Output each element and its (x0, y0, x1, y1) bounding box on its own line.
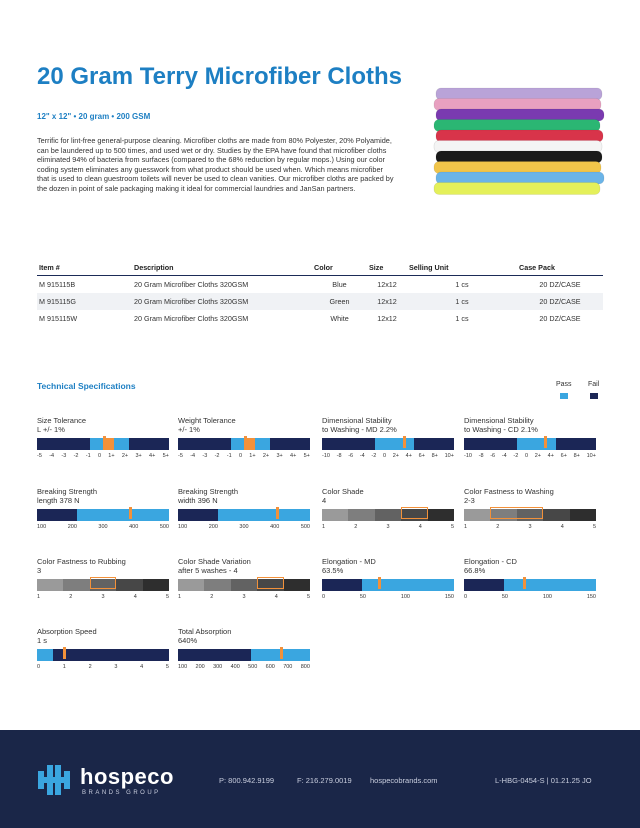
spec-gauge (322, 416, 454, 459)
tick-label: 100 (178, 524, 188, 530)
tick-label: -4 (501, 453, 507, 459)
spec-ticks (178, 453, 310, 459)
spec-value: 1 s (37, 636, 48, 645)
cell-description: 20 Gram Microfiber Cloths 320GSM (134, 280, 249, 289)
tick-label: 2+ (534, 453, 541, 459)
tick-label: -5 (37, 453, 42, 459)
tick-label: 4 (133, 594, 137, 600)
spec-gauge (37, 487, 169, 530)
tick-label: 300 (98, 524, 108, 530)
cell-description: 20 Gram Microfiber Cloths 320GSM (132, 293, 312, 310)
brand-name: hospeco (80, 764, 174, 789)
spec-bar (37, 438, 169, 450)
value-marker (244, 436, 247, 448)
tick-label: 3+ (135, 453, 142, 459)
legend-fail (588, 381, 599, 399)
tick-label: 200 (195, 664, 205, 670)
page-title: 20 Gram Terry Microfiber Cloths (37, 63, 402, 90)
brand-subtitle: BRANDS GROUP (82, 790, 161, 796)
tick-label: 3 (101, 594, 105, 600)
col-color: Color (312, 261, 367, 276)
spec-label (37, 627, 169, 647)
footer-doc-code: L-HBG-0454-S | 01.21.25 JO (495, 776, 592, 785)
spec-label (178, 416, 310, 436)
tick-label: 0 (238, 453, 242, 459)
product-table (37, 261, 603, 327)
value-marker (129, 507, 132, 519)
col-case-pack: Case Pack (517, 261, 603, 276)
spec-gauge (464, 487, 596, 530)
spec-bar (178, 509, 310, 521)
tick-label: 3 (528, 524, 532, 530)
tick-label: 8+ (431, 453, 438, 459)
tick-label: 400 (270, 524, 280, 530)
tick-label: 10+ (444, 453, 454, 459)
bar-segment (504, 579, 596, 591)
bar-segment (517, 438, 557, 450)
cell-item: M 915115G (37, 293, 132, 310)
cell-case-pack: 20 DZ/CASE (539, 314, 581, 323)
cell-size: 12x12 (377, 314, 397, 323)
tick-label: 1 (464, 524, 468, 530)
spec-value: 2-3 (464, 496, 475, 505)
legend-pass-swatch (560, 393, 568, 399)
bar-segment (464, 579, 504, 591)
tick-label: 5 (165, 664, 169, 670)
tick-label: 150 (444, 594, 454, 600)
tick-label: 8+ (573, 453, 580, 459)
table-row (37, 276, 603, 294)
bar-segment (231, 438, 244, 450)
page-subtitle: 12" x 12" • 20 gram • 200 GSM (37, 112, 151, 121)
tick-label: 4+ (405, 453, 412, 459)
tick-label: 4 (140, 664, 144, 670)
bar-segment (178, 579, 204, 591)
spec-value: length 378 N (37, 496, 80, 505)
tick-label: 100 (542, 594, 552, 600)
col-item: Item # (37, 261, 132, 276)
tick-label: -10 (322, 453, 330, 459)
spec-ticks (37, 594, 169, 600)
spec-value: +/- 1% (178, 425, 200, 434)
cloth-layer (436, 109, 604, 121)
spec-gauge (178, 487, 310, 530)
spec-ticks (322, 453, 454, 459)
spec-name: Total Absorption (178, 627, 232, 636)
spec-gauge (178, 557, 310, 600)
tick-label: 5 (592, 524, 596, 530)
tick-label: 800 (300, 664, 310, 670)
tick-label: 4 (274, 594, 278, 600)
spec-label (464, 416, 596, 436)
spec-value: to Washing - CD 2.1% (464, 425, 538, 434)
legend-fail-swatch (590, 393, 598, 399)
spec-name: Dimensional Stability (322, 416, 392, 425)
spec-bar (464, 579, 596, 591)
tick-label: 0 (37, 664, 41, 670)
tick-label: -2 (371, 453, 377, 459)
tick-label: -4 (190, 453, 196, 459)
stacked-cloths-photo (430, 80, 610, 200)
bar-segment (178, 438, 231, 450)
hospeco-logo-icon (38, 765, 70, 795)
bar-segment (63, 579, 89, 591)
bar-segment (53, 649, 169, 661)
tick-label: -6 (490, 453, 496, 459)
tick-label: 200 (67, 524, 77, 530)
spec-value: 66.8% (464, 566, 486, 575)
tick-label: 5 (306, 594, 310, 600)
spec-name: Dimensional Stability (464, 416, 534, 425)
cell-selling-unit: 1 cs (407, 293, 517, 310)
tick-label: 0 (464, 594, 468, 600)
spec-ticks (464, 524, 596, 530)
table-header-row (37, 261, 603, 276)
spec-label (464, 487, 596, 507)
grade-highlight (401, 507, 427, 519)
spec-value: 4 (322, 496, 327, 505)
value-marker (378, 577, 381, 589)
bar-segment (428, 509, 454, 521)
spec-ticks (464, 594, 596, 600)
spec-value: 640% (178, 636, 198, 645)
bar-segment (116, 579, 142, 591)
cell-case-pack: 20 DZ/CASE (517, 293, 603, 310)
tick-label: 6+ (418, 453, 425, 459)
spec-label (37, 416, 169, 436)
spec-value: 63.5% (322, 566, 344, 575)
tick-label: -5 (178, 453, 183, 459)
bar-segment (270, 438, 310, 450)
product-description: Terrific for lint-free general-purpose cleaning. Microfiber cloths are made from 80% Polyester, 20% Polyamide, can be laundered up to 500 times, and used wet or dry. Studies by the EPA have found that microfiber cloths eliminated 94% of bacteria from surfaces (compared to the 68% reduction by regular mops.) Using our color coding system eliminates any guesswork from what product should be used when. Which means microfiber that is used to clean guestroom toilets will never be used to clean vanities. Our microfiber cloths are packed by the dozen in point of sale packaging making it ideal for commercial laundries and JanSan partners. (37, 136, 394, 193)
bar-segment (37, 649, 53, 661)
spec-gauge (464, 557, 596, 600)
spec-gauge (37, 416, 169, 459)
table-row (37, 293, 603, 310)
value-marker (544, 436, 547, 448)
bar-segment (362, 579, 454, 591)
spec-ticks (322, 524, 454, 530)
spec-ticks (322, 594, 454, 600)
tick-label: 3 (114, 664, 118, 670)
legend-fail-label: Fail (588, 381, 600, 388)
bar-segment (464, 509, 490, 521)
bar-segment (231, 579, 257, 591)
bar-segment (218, 509, 310, 521)
spec-bar (464, 438, 596, 450)
spec-name: Breaking Strength (178, 487, 239, 496)
bar-segment (143, 579, 169, 591)
cell-item: M 915115W (39, 314, 78, 323)
bar-segment (543, 509, 569, 521)
bar-segment (284, 579, 310, 591)
tick-label: 400 (129, 524, 139, 530)
bar-segment (322, 509, 348, 521)
spec-value: 3 (37, 566, 42, 575)
spec-value: to Washing - MD 2.2% (322, 425, 397, 434)
tick-label: 100 (400, 594, 410, 600)
tick-label: -2 (513, 453, 519, 459)
value-marker (63, 647, 66, 659)
spec-label (178, 557, 310, 577)
tick-label: 300 (239, 524, 249, 530)
value-marker (403, 436, 406, 448)
bar-segment (375, 509, 401, 521)
cloth-layer (436, 88, 602, 100)
tick-label: 1 (322, 524, 326, 530)
tick-label: 4+ (290, 453, 297, 459)
spec-ticks (178, 664, 310, 670)
tick-label: -2 (73, 453, 79, 459)
spec-bar (322, 579, 454, 591)
spec-bar (37, 509, 169, 521)
spec-label (37, 557, 169, 577)
spec-name: Elongation - CD (464, 557, 517, 566)
spec-gauge (178, 416, 310, 459)
spec-gauge (37, 557, 169, 600)
bar-segment (114, 438, 130, 450)
spec-gauge (37, 627, 169, 670)
spec-name: Breaking Strength (37, 487, 98, 496)
tick-label: -2 (214, 453, 220, 459)
spec-ticks (464, 453, 596, 459)
cell-size: 12x12 (377, 280, 397, 289)
bar-segment (322, 579, 362, 591)
bar-segment (77, 509, 169, 521)
bar-segment (464, 438, 517, 450)
tick-label: 200 (208, 524, 218, 530)
tick-label: 0 (322, 594, 326, 600)
tick-label: -4 (359, 453, 365, 459)
tick-label: -3 (61, 453, 67, 459)
tick-label: -6 (348, 453, 354, 459)
tick-label: 2+ (392, 453, 399, 459)
spec-gauge (178, 627, 310, 670)
spec-gauge (322, 557, 454, 600)
tick-label: 4 (560, 524, 564, 530)
tick-label: 4 (418, 524, 422, 530)
spec-name: Absorption Speed (37, 627, 97, 636)
tick-label: 1 (178, 594, 182, 600)
spec-bar (464, 509, 596, 521)
footer-website[interactable]: hospecobrands.com (370, 776, 438, 785)
footer-fax: F: 216.279.0019 (297, 776, 352, 785)
tick-label: -8 (478, 453, 484, 459)
cell-selling-unit: 1 cs (455, 314, 469, 323)
tick-label: 3 (386, 524, 390, 530)
tech-specs-title: Technical Specifications (37, 381, 136, 391)
spec-label (37, 487, 169, 507)
cell-color: Green (312, 293, 367, 310)
bar-segment (37, 438, 90, 450)
tick-label: 600 (265, 664, 275, 670)
cell-color: White (330, 314, 349, 323)
tick-label: -10 (464, 453, 472, 459)
spec-bar (178, 649, 310, 661)
spec-label (178, 627, 310, 647)
tick-label: 500 (159, 524, 169, 530)
spec-name: Color Fastness to Washing (464, 487, 554, 496)
tick-label: -1 (226, 453, 232, 459)
spec-ticks (178, 524, 310, 530)
legend-pass-label: Pass (556, 381, 572, 388)
bar-segment (129, 438, 169, 450)
tick-label: 2 (69, 594, 73, 600)
value-marker (280, 647, 283, 659)
cloth-layer (434, 99, 601, 111)
tick-label: 1 (37, 594, 41, 600)
grade-highlight (490, 507, 543, 519)
bar-segment (178, 509, 218, 521)
spec-name: Elongation - MD (322, 557, 376, 566)
spec-value: L +/- 1% (37, 425, 65, 434)
tick-label: -8 (336, 453, 342, 459)
bar-segment (322, 438, 375, 450)
spec-bar (37, 579, 169, 591)
spec-bar (178, 438, 310, 450)
tick-label: 2 (496, 524, 500, 530)
tick-label: 2+ (262, 453, 270, 459)
tick-label: 5 (450, 524, 454, 530)
cell-description: 20 Gram Microfiber Cloths 320GSM (134, 314, 249, 323)
spec-ticks (37, 664, 169, 670)
bar-segment (570, 509, 596, 521)
cloth-layer (436, 130, 603, 142)
tick-label: 1+ (108, 453, 115, 459)
bar-segment (204, 579, 230, 591)
tick-label: 0 (382, 453, 387, 459)
spec-ticks (37, 453, 169, 459)
spec-gauge (322, 487, 454, 530)
tick-label: 500 (248, 664, 258, 670)
spec-value: width 396 N (178, 496, 218, 505)
tick-label: 2 (88, 664, 92, 670)
tick-label: 50 (359, 594, 366, 600)
tick-label: -1 (85, 453, 91, 459)
cell-color: Blue (332, 280, 347, 289)
tick-label: 5+ (303, 453, 310, 459)
spec-label (464, 557, 596, 577)
col-selling-unit: Selling Unit (407, 261, 517, 276)
tick-label: 500 (300, 524, 310, 530)
tick-label: 2 (210, 594, 214, 600)
tick-label: 700 (283, 664, 293, 670)
spec-bar (178, 579, 310, 591)
spec-bar (37, 649, 169, 661)
tick-label: 1+ (249, 453, 256, 459)
bar-segment (556, 438, 596, 450)
tick-label: 6+ (560, 453, 567, 459)
value-marker (276, 507, 279, 519)
bar-segment (255, 438, 271, 450)
legend-pass (556, 381, 572, 399)
tick-label: 3+ (276, 453, 283, 459)
cell-size: 12x12 (367, 293, 407, 310)
footer-phone: P: 800.942.9199 (219, 776, 275, 785)
tick-label: 400 (230, 664, 240, 670)
bar-segment (348, 509, 374, 521)
bar-segment (178, 649, 251, 661)
tick-label: 0 (97, 453, 101, 459)
spec-ticks (37, 524, 169, 530)
value-marker (523, 577, 526, 589)
tick-label: 100 (37, 524, 47, 530)
tick-label: 300 (213, 664, 223, 670)
grade-highlight (90, 577, 116, 589)
tick-label: 4+ (547, 453, 554, 459)
tick-label: 0 (524, 453, 529, 459)
spec-bar (322, 438, 454, 450)
footer (0, 730, 640, 828)
value-marker (103, 436, 106, 448)
bar-segment (90, 438, 103, 450)
tick-label: 1 (62, 664, 66, 670)
bar-segment (37, 509, 77, 521)
spec-label (178, 487, 310, 507)
cell-selling-unit: 1 cs (455, 280, 469, 289)
spec-label (322, 557, 454, 577)
bar-segment (37, 579, 63, 591)
tick-label: 4+ (149, 453, 156, 459)
tick-label: 2+ (121, 453, 129, 459)
spec-name: Color Fastness to Rubbing (37, 557, 126, 566)
spec-name: Size Tolerance (37, 416, 87, 425)
spec-value: after 5 washes - 4 (178, 566, 238, 575)
spec-ticks (178, 594, 310, 600)
cell-item: M 915115B (39, 280, 76, 289)
spec-name: Color Shade Variation (178, 557, 251, 566)
grade-highlight (257, 577, 283, 589)
tick-label: 3 (242, 594, 246, 600)
cloth-layer (434, 183, 600, 195)
col-size: Size (367, 261, 407, 276)
table-row (37, 310, 603, 327)
tick-label: -3 (202, 453, 208, 459)
bar-segment (414, 438, 454, 450)
tick-label: 50 (501, 594, 508, 600)
spec-name: Weight Tolerance (178, 416, 236, 425)
tick-label: 10+ (586, 453, 596, 459)
spec-label (322, 487, 454, 507)
tick-label: 100 (178, 664, 188, 670)
cell-case-pack: 20 DZ/CASE (539, 280, 581, 289)
tick-label: 2 (354, 524, 358, 530)
cloth-layer (434, 120, 600, 132)
tick-label: -4 (49, 453, 55, 459)
spec-name: Color Shade (322, 487, 364, 496)
tick-label: 5 (165, 594, 169, 600)
spec-bar (322, 509, 454, 521)
spec-gauge (464, 416, 596, 459)
spec-label (322, 416, 454, 436)
tick-label: 5+ (162, 453, 169, 459)
tick-label: 150 (586, 594, 596, 600)
col-description: Description (132, 261, 312, 276)
bar-segment (375, 438, 415, 450)
